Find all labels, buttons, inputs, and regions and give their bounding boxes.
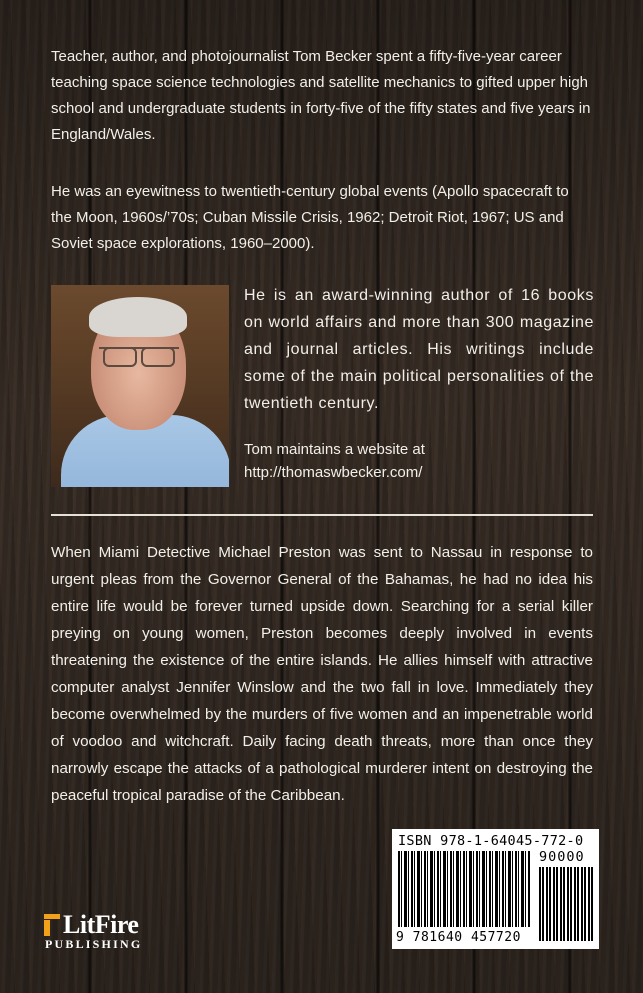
website-url[interactable]: http://thomaswbecker.com/ [244,464,423,481]
flame-icon [43,914,61,936]
price-addon: 90000 [539,849,585,865]
publisher-logo [43,912,183,952]
author-bio-awards: He is an award-winning author of 16 books on world affairs and more than 300 magazine and journal articles. His writings include some of the main political personalities of the twentieth century. [244,287,594,412]
author-website [244,438,594,484]
addon-bars [539,867,593,941]
isbn-label: ISBN 978-1-64045-772-0 [398,833,584,849]
author-bio-events: He was an eyewitness to twentieth-century global events (Apollo spacecraft to the Moon, 1960s/’70s; Cuban Missile Crisis, 1962; Detroit Riot, 1967; US and Soviet space explorations, 1960–2000). [51,183,569,252]
ean-bars [398,851,530,927]
website-intro: Tom maintains a website at [244,441,425,458]
publisher-name: LitFire [63,910,139,939]
author-photo [51,285,229,487]
ean-number: 9 781640 457720 [396,930,521,945]
book-synopsis: When Miami Detective Michael Preston was sent to Nassau in response to urgent pleas from the Governor General of the Bahamas, he had no idea his entire life would be forever turned upside down. Searching for a serial killer preying on young women, Preston becomes deeply involved in events threatening the existence of the entire islands. He allies himself with attractive computer analyst Jennifer Winslow and the two fall in love. Immediately they become overwhelmed by the murders of five women and an impenetrable world of voodoo and witchcraft. Daily facing death threats, more than once they narrowly escape the attacks of a pathological murderer intent on destroying the peaceful tropical paradise of the Caribbean. [51,544,593,804]
publisher-tagline: PUBLISHING [45,937,143,951]
author-bio-intro: Teacher, author, and photojournalist Tom Becker spent a fifty-five-year career teaching space science technologies and satellite mechanics to gifted upper high school and undergraduate students in forty-five of the fifty states and five years in England/Wales. [51,48,591,143]
section-divider [51,514,593,516]
isbn-barcode [392,829,599,949]
